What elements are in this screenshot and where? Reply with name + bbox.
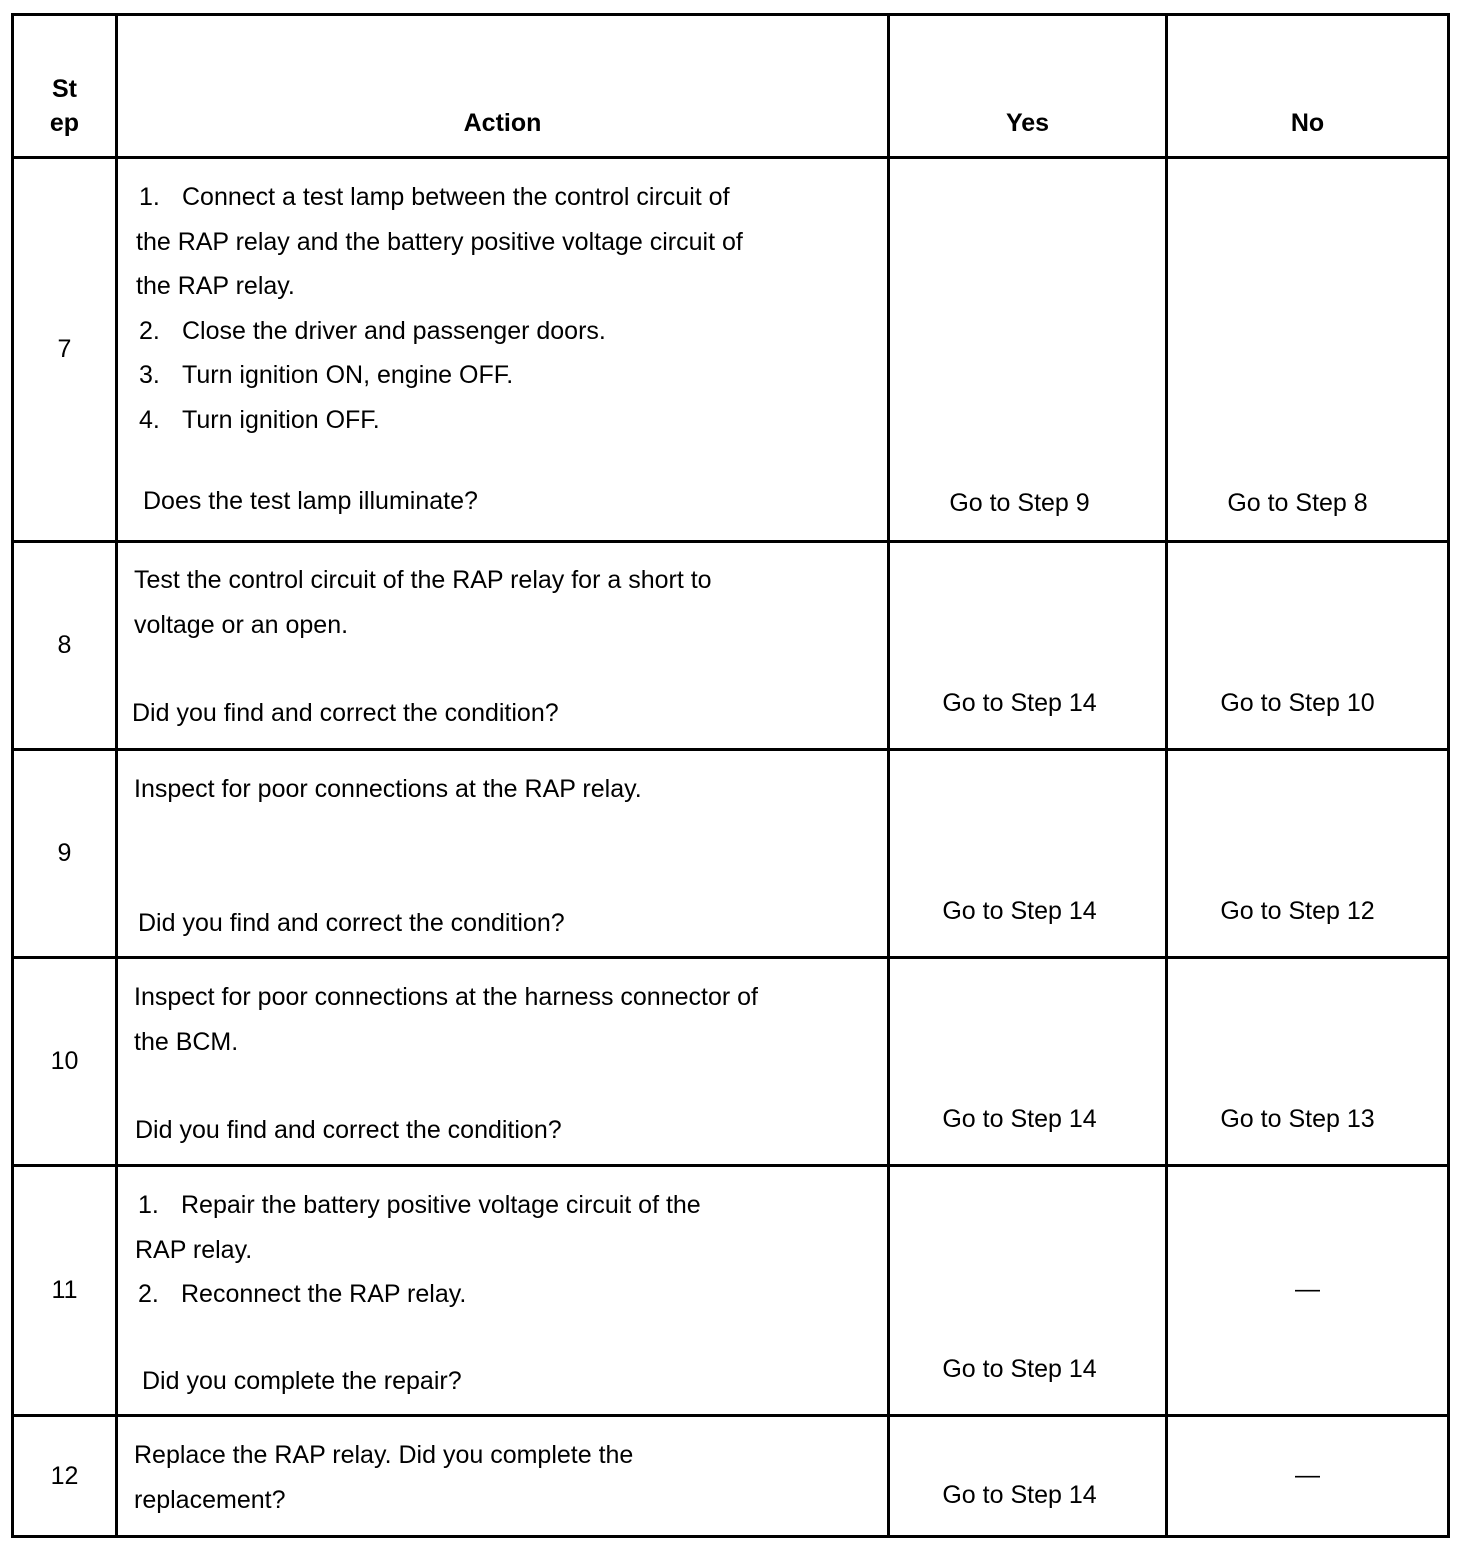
no-cell: [1167, 750, 1449, 958]
table-row-step-10: [13, 958, 1449, 1166]
action-cell: [117, 158, 889, 542]
action-line: replacement?: [134, 1485, 286, 1514]
no-result: Go to Step 8: [1227, 489, 1368, 517]
list-item: [136, 398, 876, 443]
no-result: —: [1295, 1461, 1320, 1489]
action-line: Inspect for poor connections at the RAP relay.: [134, 775, 642, 803]
item-text-cont: RAP relay.: [135, 1235, 253, 1264]
header-yes: Yes: [889, 15, 1167, 158]
item-number: 1.: [138, 1191, 159, 1219]
action-cell: [117, 1416, 889, 1537]
yes-result: Go to Step 14: [942, 1105, 1097, 1133]
item-number: 4.: [139, 405, 160, 434]
item-text-cont: the RAP relay.: [136, 272, 295, 300]
yes-cell: [889, 542, 1167, 750]
question-text: Did you find and correct the condition?: [132, 699, 559, 727]
action-line: Test the control circuit of the RAP relay for a short to: [134, 566, 712, 594]
table-row-step-7: [13, 158, 1449, 542]
step-number: 12: [13, 1416, 117, 1537]
action-line: voltage or an open.: [134, 610, 349, 639]
item-number: 3.: [139, 361, 160, 389]
header-row: [13, 15, 1449, 158]
step-number: 11: [13, 1166, 117, 1416]
no-result: Go to Step 12: [1220, 897, 1375, 925]
item-text: Turn ignition OFF.: [182, 405, 380, 434]
item-text: Close the driver and passenger doors.: [182, 316, 606, 345]
yes-cell: [889, 1166, 1167, 1416]
yes-result: Go to Step 14: [942, 689, 1097, 717]
header-step-line1: St: [52, 75, 77, 103]
list-item: [136, 175, 876, 220]
item-number: 1.: [139, 183, 160, 211]
step-number: 7: [13, 158, 117, 542]
step-number: 9: [13, 750, 117, 958]
item-number: 2.: [139, 316, 160, 345]
yes-result: Go to Step 14: [942, 897, 1097, 925]
action-cell: [117, 958, 889, 1166]
action-cell: [117, 1166, 889, 1416]
list-item: [136, 309, 876, 354]
header-no: No: [1167, 15, 1449, 158]
yes-cell: [889, 958, 1167, 1166]
item-text: Connect a test lamp between the control circuit of: [182, 183, 730, 211]
list-item: [135, 1272, 875, 1317]
no-cell: [1167, 1166, 1449, 1416]
step-number: 10: [13, 958, 117, 1166]
question-text: Did you find and correct the condition?: [135, 1116, 562, 1144]
header-step: [13, 15, 117, 158]
no-result: —: [1295, 1275, 1320, 1303]
action-cell: [117, 750, 889, 958]
list-item: [135, 1183, 875, 1228]
header-step-line2: ep: [49, 109, 80, 137]
action-line: Replace the RAP relay. Did you complete the: [134, 1441, 634, 1469]
table-row-step-11: [13, 1166, 1449, 1416]
yes-result: Go to Step 14: [942, 1355, 1097, 1383]
question-text: Did you complete the repair?: [142, 1367, 462, 1395]
no-cell: [1167, 158, 1449, 542]
no-cell: [1167, 1416, 1449, 1537]
header-action: Action: [117, 15, 889, 158]
step-number: 8: [13, 542, 117, 750]
item-text: Reconnect the RAP relay.: [181, 1280, 467, 1308]
question-text: Did you find and correct the condition?: [138, 909, 565, 937]
yes-cell: [889, 750, 1167, 958]
action-line: the BCM.: [134, 1027, 239, 1056]
item-text: Repair the battery positive voltage circuit of the: [181, 1191, 701, 1219]
table-row-step-12: [13, 1416, 1449, 1537]
table-row-step-9: [13, 750, 1449, 958]
diagnostic-table: [11, 13, 1450, 1538]
table-row-step-8: [13, 542, 1449, 750]
no-cell: [1167, 542, 1449, 750]
yes-result: Go to Step 9: [949, 489, 1090, 517]
item-text: Turn ignition ON, engine OFF.: [182, 361, 514, 389]
yes-result: Go to Step 14: [942, 1481, 1097, 1509]
action-line: Inspect for poor connections at the harness connector of: [134, 983, 758, 1011]
item-number: 2.: [138, 1280, 159, 1308]
yes-cell: [889, 158, 1167, 542]
item-text-cont: the RAP relay and the battery positive voltage circuit of: [136, 227, 743, 256]
action-cell: [117, 542, 889, 750]
yes-cell: [889, 1416, 1167, 1537]
question-text: Does the test lamp illuminate?: [143, 487, 478, 515]
no-result: Go to Step 13: [1220, 1105, 1375, 1133]
no-cell: [1167, 958, 1449, 1166]
list-item: [136, 353, 876, 398]
no-result: Go to Step 10: [1220, 689, 1375, 717]
